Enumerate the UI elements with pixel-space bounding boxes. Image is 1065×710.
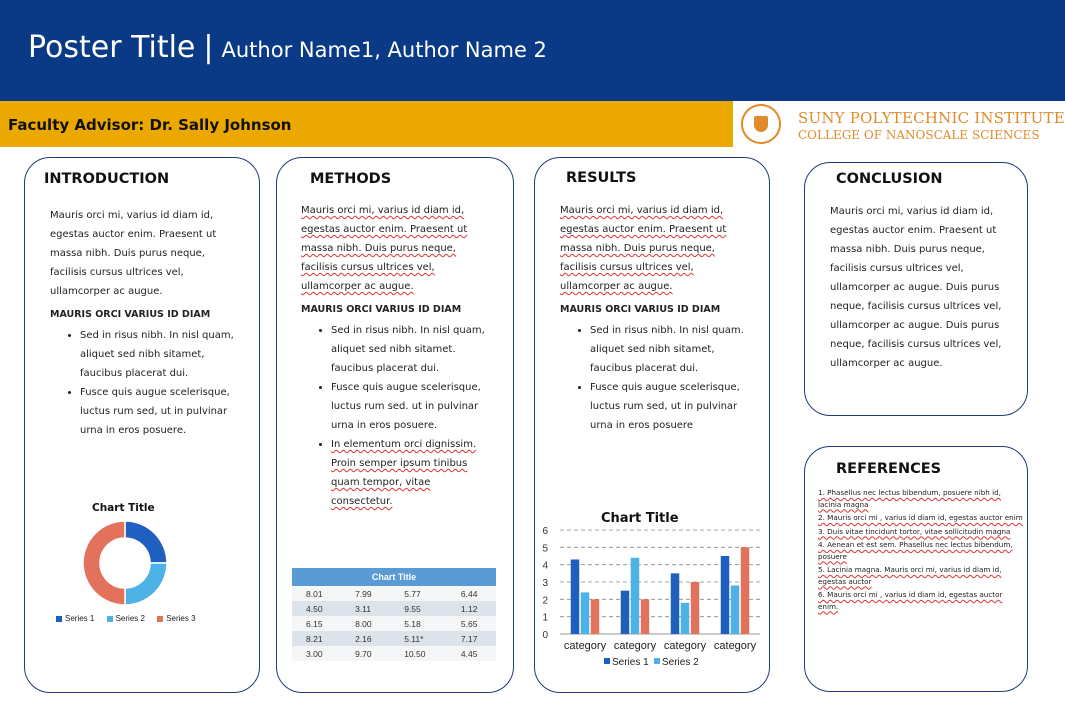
legend-label: Series 2 xyxy=(115,614,145,623)
college-name: COLLEGE OF NANOSCALE SCIENCES xyxy=(798,128,1040,142)
table-title: Chart Title xyxy=(292,568,496,586)
y-tick-label: 6 xyxy=(542,526,548,537)
table-cell: 3.11 xyxy=(341,601,390,616)
donut-slice xyxy=(125,563,167,605)
y-tick-label: 0 xyxy=(542,630,548,641)
methods-body xyxy=(301,201,491,511)
table-cell: 7.99 xyxy=(341,586,390,601)
title-banner xyxy=(0,0,1065,101)
data-table xyxy=(292,568,496,661)
table-cell: 3.00 xyxy=(292,646,341,661)
table-cell: 5.65 xyxy=(447,616,496,631)
methods-bullet: • Sed in risus nibh. In nisl quam, aliquet sed nibh sitamet. faucibus placerat dui. xyxy=(331,321,491,378)
y-tick-label: 4 xyxy=(542,560,548,572)
x-tick-label: category xyxy=(563,640,607,652)
legend-swatch xyxy=(654,658,660,664)
x-tick-label: category xyxy=(613,640,657,652)
table-cell: 6.15 xyxy=(292,616,341,631)
table-body xyxy=(292,586,496,661)
results-body xyxy=(560,201,748,435)
bar xyxy=(671,573,680,634)
methods-subheading: MAURIS ORCI VARIUS ID DIAM xyxy=(301,304,462,315)
poster-title xyxy=(28,30,547,65)
table-cell: 5.77 xyxy=(390,586,447,601)
results-title: RESULTS xyxy=(566,170,637,186)
conclusion-paragraph: Mauris orci mi, varius id diam id, egestas auctor enim. Praesent ut massa nibh. Duis purus neque, facilisis cursus ultrices vel, ullamcorper ac augue. Duis purus neque, facilisis cursus ultrices vel, ullamcorper ac augue. Duis purus neque, facilisis cursus ultrices vel, ullamcorper ac augue. xyxy=(830,206,1002,369)
donut-legend xyxy=(56,614,196,623)
donut-chart-title: Chart Title xyxy=(92,502,155,514)
results-paragraph: Mauris orci mi, varius id diam id, egestas auctor enim. Praesent ut massa nibh. Duis purus neque, facilisis cursus ultrices vel, ullamcorper ac augue. xyxy=(560,205,727,292)
donut-slice xyxy=(125,521,167,563)
poster-title-text: Poster Title xyxy=(28,30,196,65)
legend-swatch xyxy=(157,616,163,622)
x-tick-label: category xyxy=(663,640,707,652)
legend-label: Series 1 xyxy=(612,657,649,668)
bar xyxy=(691,582,700,634)
introduction-bullet: • Fusce quis augue scelerisque, luctus rum sed, ut in pulvinar urna in eros posuere. xyxy=(80,383,240,440)
institution-logo xyxy=(733,101,1065,147)
table-row xyxy=(292,586,496,601)
table-cell: 9.55 xyxy=(390,601,447,616)
bar xyxy=(631,558,640,634)
bar xyxy=(621,591,630,634)
institution-seal-icon xyxy=(741,104,781,144)
bar xyxy=(731,585,740,634)
table-cell: 5.11* xyxy=(390,631,447,646)
table-row xyxy=(292,616,496,631)
methods-bullet: • In elementum orci dignissim. Proin semper ipsum tinibus quam tempor, vitae consectetur. xyxy=(331,435,491,511)
y-tick-label: 5 xyxy=(542,543,548,555)
legend-swatch xyxy=(107,616,113,622)
legend-label: Series 1 xyxy=(65,614,95,623)
bar xyxy=(741,547,750,634)
reference-item: 3. Duis vitae tincidunt tortor, vitae sollicitudin magna xyxy=(818,526,1011,536)
introduction-paragraph: Mauris orci mi, varius id diam id, egestas auctor enim. Praesent ut massa nibh. Duis purus neque, facilisis cursus ultrices vel, ullamcorper ac augue. xyxy=(50,210,217,297)
table-row xyxy=(292,601,496,616)
results-bullet: • Sed in risus nibh. In nisl quam. aliquet sed nibh sitamet, faucibus placerat dui. xyxy=(590,321,748,378)
bar xyxy=(571,559,580,634)
results-subheading: MAURIS ORCI VARIUS ID DIAM xyxy=(560,304,721,315)
methods-title: METHODS xyxy=(310,171,392,187)
donut-slice xyxy=(83,521,125,605)
introduction-body xyxy=(50,206,240,440)
table-cell: 8.01 xyxy=(292,586,341,601)
results-bullet: • Fusce quis augue scelerisque, luctus rum sed, ut in pulvinar urna in eros posuere xyxy=(590,378,748,435)
methods-bullet: • Fusce quis augue scelerisque, luctus rum sed. ut in pulvinar urna in eros posuere. xyxy=(331,378,491,435)
author-names: Author Name1, Author Name 2 xyxy=(221,38,547,62)
table-cell: 5.18 xyxy=(390,616,447,631)
x-tick-label: category xyxy=(713,640,757,652)
table-cell: 10.50 xyxy=(390,646,447,661)
legend-label: Series 3 xyxy=(166,614,196,623)
methods-bullets xyxy=(301,321,491,511)
table-cell: 8.00 xyxy=(341,616,390,631)
bar xyxy=(681,603,690,634)
bar xyxy=(641,599,650,634)
y-tick-label: 3 xyxy=(542,578,548,589)
introduction-subheading: MAURIS ORCI VARIUS ID DIAM xyxy=(50,309,211,320)
table-row xyxy=(292,631,496,646)
reference-item: 2. Mauris orci mi , varius id diam id, egestas auctor enim xyxy=(818,513,1023,522)
legend-swatch xyxy=(604,658,610,664)
table-cell: 8.21 xyxy=(292,631,341,646)
reference-item: 4. Aenean et est sem. Phasellus nec lectus bibendum, posuere xyxy=(818,540,1013,561)
legend-label: Series 2 xyxy=(662,657,699,668)
table-cell: 4.50 xyxy=(292,601,341,616)
bar-chart-title: Chart Title xyxy=(601,511,679,526)
faculty-advisor: Faculty Advisor: Dr. Sally Johnson xyxy=(8,116,292,134)
y-tick-label: 2 xyxy=(542,595,548,607)
reference-item: 1. Phasellus nec lectus bibendum, posuere nibh id, lacinia magna xyxy=(818,488,1001,509)
table-cell: 1.12 xyxy=(447,601,496,616)
legend-swatch xyxy=(56,616,62,622)
table-cell: 2.16 xyxy=(341,631,390,646)
table-cell: 4.45 xyxy=(447,646,496,661)
references-title: REFERENCES xyxy=(836,461,942,477)
table-cell: 6.44 xyxy=(447,586,496,601)
y-tick-label: 1 xyxy=(542,612,548,624)
table-row xyxy=(292,646,496,661)
bar xyxy=(581,592,590,634)
bar xyxy=(591,599,600,634)
introduction-bullets xyxy=(50,326,240,440)
table-cell: 9.70 xyxy=(341,646,390,661)
methods-paragraph: Mauris orci mi, varius id diam id, egestas auctor enim. Praesent ut massa nibh. Duis purus neque, facilisis cursus ultrices vel, ullamcorper ac augue. xyxy=(301,205,468,292)
institution-name: SUNY POLYTECHNIC INSTITUTE xyxy=(798,109,1065,127)
references-list xyxy=(818,487,1023,614)
conclusion-body xyxy=(830,202,1015,373)
table-cell: 7.17 xyxy=(447,631,496,646)
bar xyxy=(721,556,730,634)
donut-chart xyxy=(80,518,170,608)
bar-chart xyxy=(538,522,766,670)
introduction-title: INTRODUCTION xyxy=(44,171,170,187)
conclusion-title: CONCLUSION xyxy=(836,171,943,187)
introduction-bullet: • Sed in risus nibh. In nisl quam, aliquet sed nibh sitamet, faucibus placerat dui. xyxy=(80,326,240,383)
title-separator: | xyxy=(203,30,214,65)
reference-item: 5. Lacinia magna. Mauris orci mi, varius id diam id, egestas auctor xyxy=(818,565,1002,586)
reference-item: 6. Mauris orci mi , varius id diam id, egestas auctor enim. xyxy=(818,590,1003,611)
results-bullets xyxy=(560,321,748,435)
